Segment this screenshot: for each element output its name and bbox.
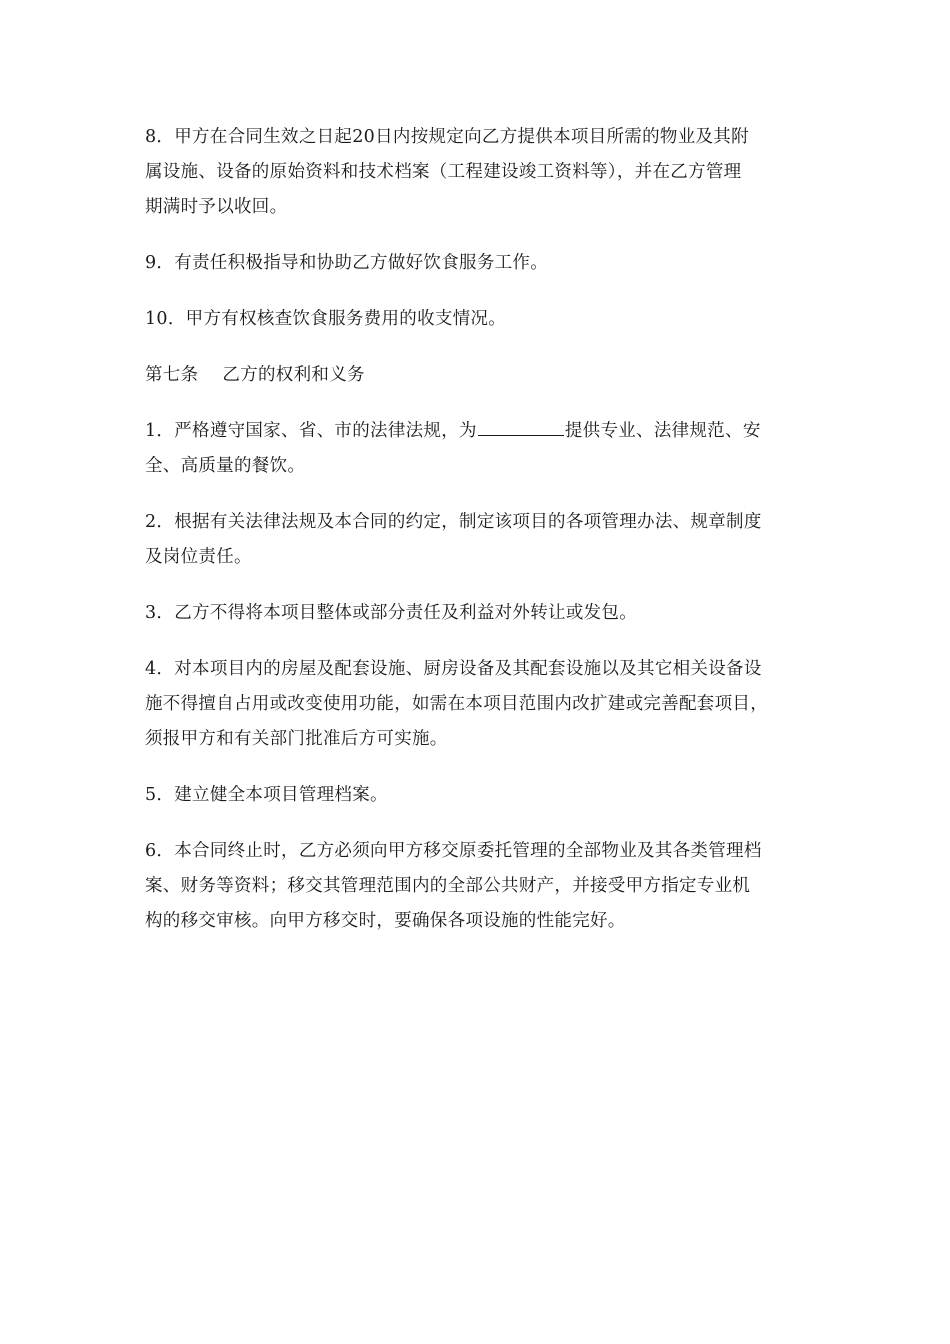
text-line: 4．对本项目内的房屋及配套设施、厨房设备及其配套设施以及其它相关设备设 (145, 659, 762, 679)
text-line: 施不得擅自占用或改变使用功能，如需在本项目范围内改扩建或完善配套项目， (145, 694, 768, 714)
text-line: 案、财务等资料；移交其管理范围内的全部公共财产，并接受甲方指定专业机 (145, 876, 751, 896)
article-7-clause-2 (145, 505, 810, 575)
article-7-heading (145, 358, 810, 393)
article-7-clause-6 (145, 834, 810, 939)
article-7-clause-4 (145, 652, 810, 757)
text-line: 10．甲方有权核查饮食服务费用的收支情况。 (145, 309, 507, 329)
text-line: 须报甲方和有关部门批准后方可实施。 (145, 729, 448, 749)
fill-in-blank (478, 415, 564, 436)
text-line: 5．建立健全本项目管理档案。 (145, 785, 388, 805)
article-number: 第七条 (145, 365, 199, 385)
text-segment: 提供专业、法律规范、安 (564, 421, 761, 441)
clause-9 (145, 246, 810, 281)
article-7-clause-5 (145, 778, 810, 813)
text-line: 3．乙方不得将本项目整体或部分责任及利益对外转让或发包。 (145, 603, 638, 623)
text-line: 及岗位责任。 (145, 547, 252, 567)
article-7-clause-3 (145, 596, 810, 631)
text-segment: 1．严格遵守国家、省、市的法律法规，为 (145, 421, 477, 441)
text-line: 8．甲方在合同生效之日起20日内按规定向乙方提供本项目所需的物业及其附 (145, 127, 749, 147)
clause-10 (145, 302, 810, 337)
article-7-clause-1 (145, 414, 810, 484)
text-line: 6．本合同终止时，乙方必须向甲方移交原委托管理的全部物业及其各类管理档 (145, 841, 762, 861)
text-line: 构的移交审核。向甲方移交时，要确保各项设施的性能完好。 (145, 911, 626, 931)
article-title: 乙方的权利和义务 (222, 365, 365, 385)
text-line: 2．根据有关法律法规及本合同的约定，制定该项目的各项管理办法、规章制度 (145, 512, 762, 532)
clause-8 (145, 120, 810, 225)
document-page (145, 120, 810, 960)
text-line: 全、高质量的餐饮。 (145, 456, 306, 476)
text-line: 属设施、设备的原始资料和技术档案（工程建设竣工资料等），并在乙方管理 (145, 162, 742, 182)
text-line: 9．有责任积极指导和协助乙方做好饮食服务工作。 (145, 253, 549, 273)
text-line: 期满时予以收回。 (145, 197, 288, 217)
